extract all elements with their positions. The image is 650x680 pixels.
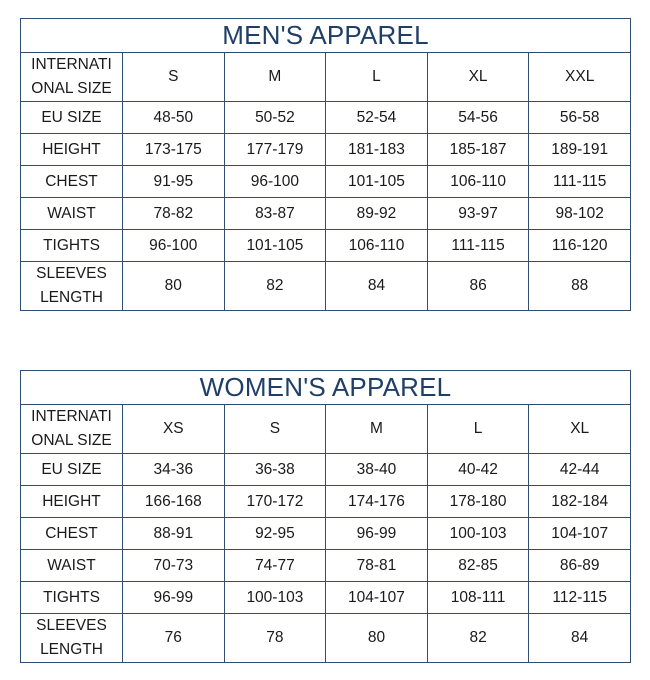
table-cell: 86-89	[529, 550, 631, 582]
international-size-label	[21, 53, 123, 102]
table-cell: 76	[123, 614, 225, 663]
table-row	[21, 614, 631, 663]
table-cell: 86	[427, 262, 529, 311]
table-cell: 96-100	[123, 230, 225, 262]
table-cell: 106-110	[427, 166, 529, 198]
table-row	[21, 102, 631, 134]
table-cell: 108-111	[427, 582, 529, 614]
table-cell: 54-56	[427, 102, 529, 134]
size-header-cell: XXL	[529, 53, 631, 102]
size-header-cell: S	[123, 53, 225, 102]
international-size-label-line1: INTERNATI	[31, 56, 112, 73]
row-label: HEIGHT	[21, 486, 123, 518]
size-header-cell: XL	[529, 405, 631, 454]
row-label	[21, 614, 123, 663]
table-cell: 92-95	[224, 518, 326, 550]
table-row	[21, 486, 631, 518]
mens-table-title: MEN'S APPAREL	[21, 19, 631, 53]
womens-table-title: WOMEN'S APPAREL	[21, 371, 631, 405]
table-row	[21, 518, 631, 550]
international-size-label-line1: INTERNATI	[31, 408, 112, 425]
table-cell: 84	[326, 262, 428, 311]
table-cell: 96-99	[123, 582, 225, 614]
table-cell: 182-184	[529, 486, 631, 518]
mens-size-table	[20, 18, 631, 311]
row-label: EU SIZE	[21, 102, 123, 134]
table-row	[21, 582, 631, 614]
table-cell: 84	[529, 614, 631, 663]
womens-size-header-row	[21, 405, 631, 454]
size-header-cell: M	[224, 53, 326, 102]
table-cell: 178-180	[427, 486, 529, 518]
table-cell: 78-81	[326, 550, 428, 582]
size-header-cell: XS	[123, 405, 225, 454]
table-cell: 101-105	[326, 166, 428, 198]
table-row	[21, 198, 631, 230]
table-cell: 100-103	[224, 582, 326, 614]
table-cell: 88-91	[123, 518, 225, 550]
row-label-line1: SLEEVES	[36, 617, 107, 634]
size-header-cell: XL	[427, 53, 529, 102]
table-cell: 189-191	[529, 134, 631, 166]
table-cell: 36-38	[224, 454, 326, 486]
table-cell: 48-50	[123, 102, 225, 134]
table-cell: 83-87	[224, 198, 326, 230]
table-cell: 80	[123, 262, 225, 311]
table-cell: 111-115	[529, 166, 631, 198]
table-cell: 170-172	[224, 486, 326, 518]
table-row	[21, 454, 631, 486]
table-cell: 52-54	[326, 102, 428, 134]
table-row	[21, 230, 631, 262]
table-cell: 91-95	[123, 166, 225, 198]
table-cell: 96-99	[326, 518, 428, 550]
table-cell: 96-100	[224, 166, 326, 198]
table-cell: 100-103	[427, 518, 529, 550]
row-label: WAIST	[21, 550, 123, 582]
table-cell: 111-115	[427, 230, 529, 262]
international-size-label-line2: ONAL SIZE	[31, 80, 112, 97]
row-label-line2: LENGTH	[40, 641, 103, 658]
row-label: TIGHTS	[21, 230, 123, 262]
table-cell: 89-92	[326, 198, 428, 230]
table-cell: 93-97	[427, 198, 529, 230]
table-cell: 106-110	[326, 230, 428, 262]
table-cell: 70-73	[123, 550, 225, 582]
international-size-label	[21, 405, 123, 454]
table-row	[21, 262, 631, 311]
size-header-cell: L	[326, 53, 428, 102]
size-header-cell: L	[427, 405, 529, 454]
table-cell: 173-175	[123, 134, 225, 166]
table-row	[21, 134, 631, 166]
table-cell: 56-58	[529, 102, 631, 134]
row-label: EU SIZE	[21, 454, 123, 486]
table-cell: 50-52	[224, 102, 326, 134]
row-label	[21, 262, 123, 311]
table-cell: 181-183	[326, 134, 428, 166]
row-label: CHEST	[21, 166, 123, 198]
table-cell: 40-42	[427, 454, 529, 486]
table-cell: 82	[427, 614, 529, 663]
table-cell: 112-115	[529, 582, 631, 614]
table-cell: 104-107	[529, 518, 631, 550]
table-cell: 166-168	[123, 486, 225, 518]
table-cell: 174-176	[326, 486, 428, 518]
row-label: HEIGHT	[21, 134, 123, 166]
row-label-line2: LENGTH	[40, 289, 103, 306]
table-cell: 82-85	[427, 550, 529, 582]
table-cell: 104-107	[326, 582, 428, 614]
table-cell: 88	[529, 262, 631, 311]
table-cell: 74-77	[224, 550, 326, 582]
table-cell: 98-102	[529, 198, 631, 230]
womens-size-table	[20, 370, 631, 663]
table-cell: 34-36	[123, 454, 225, 486]
table-cell: 38-40	[326, 454, 428, 486]
row-label: WAIST	[21, 198, 123, 230]
international-size-label-line2: ONAL SIZE	[31, 432, 112, 449]
row-label-line1: SLEEVES	[36, 265, 107, 282]
table-cell: 80	[326, 614, 428, 663]
row-label: TIGHTS	[21, 582, 123, 614]
table-row	[21, 166, 631, 198]
size-header-cell: M	[326, 405, 428, 454]
table-row	[21, 550, 631, 582]
mens-size-header-row	[21, 53, 631, 102]
row-label: CHEST	[21, 518, 123, 550]
table-cell: 42-44	[529, 454, 631, 486]
table-cell: 78-82	[123, 198, 225, 230]
table-cell: 116-120	[529, 230, 631, 262]
size-header-cell: S	[224, 405, 326, 454]
table-cell: 101-105	[224, 230, 326, 262]
table-cell: 185-187	[427, 134, 529, 166]
table-cell: 82	[224, 262, 326, 311]
table-cell: 78	[224, 614, 326, 663]
table-cell: 177-179	[224, 134, 326, 166]
